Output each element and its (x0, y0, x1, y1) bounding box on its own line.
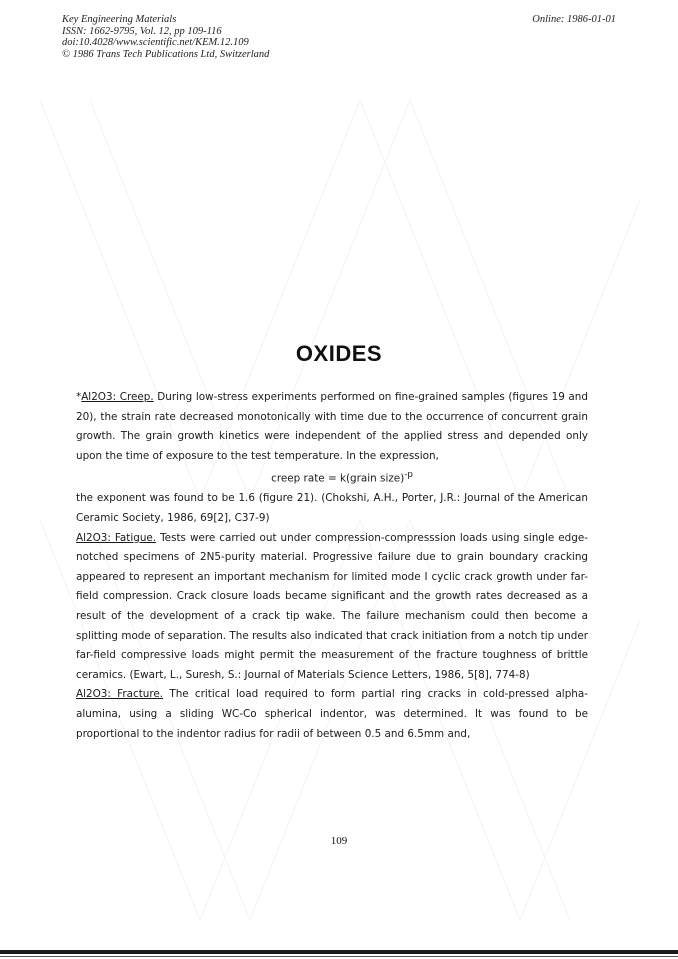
issn-line: ISSN: 1662-9795, Vol. 12, pp 109-116 (62, 25, 222, 37)
online-date: Online: 1986-01-01 (532, 14, 616, 25)
fatigue-text: Tests were carried out under compression-compresssion loads using single edge-notched specimens of 2N5-purity material. Progressive failure due to grain boundary cracking appeared to represent an important mechanism for limited mode I cyclic crack growth under far-field compression. Crack closure loads became significant and the growth rates decreased as a result of the development of a crack tip wake. The failure mechanism could then become a splitting mode of separation. The results also indicated that crack initiation from a notch tip under far-field compressive loads might permit the measurement of the fracture toughness of brittle ceramics. (Ewart, L., Suresh, S.: Journal of Materials Science Letters, 1986, 5[8], 774-8) (76, 531, 588, 681)
fracture-heading: Al2O3: Fracture. (76, 688, 164, 701)
page-number: 109 (330, 835, 348, 847)
creep-paragraph (76, 388, 588, 466)
formula-exponent: -p (404, 470, 413, 481)
fatigue-paragraph (76, 529, 588, 686)
page-title: OXIDES (295, 341, 383, 366)
creep-asterisk: * (76, 391, 82, 403)
bottom-border-thin (0, 956, 678, 957)
fracture-text: The critical load required to form partial ring cracks in cold-pressed alpha-alumina, using a sliding WC-Co spherical indentor, was determined. It was found to be proportional to the indentor radius for radii of between 0.5 and 6.5mm and, (76, 688, 588, 740)
article-body (76, 388, 588, 744)
creep-paragraph-continued (76, 489, 588, 528)
fracture-paragraph (76, 685, 588, 744)
formula-text: creep rate = k(grain size) (271, 472, 405, 485)
creep-text: During low-stress experiments performed on fine-grained samples (figures 19 and 20), the strain rate decreased monotonically with time due to the occurrence of concurrent grain growth. The grain growth kinetics were independent of the applied stress and depended only upon the time of exposure to the test temperature. In the expression, (76, 391, 588, 462)
creep-formula (76, 466, 588, 489)
copyright-line: © 1986 Trans Tech Publications Ltd, Switzerland (62, 48, 270, 60)
fatigue-heading: Al2O3: Fatigue. (76, 531, 157, 544)
creep-heading: Al2O3: Creep. (81, 391, 154, 403)
doi-link[interactable]: doi:10.4028/www.scientific.net/KEM.12.109 (62, 37, 249, 48)
bottom-border (0, 950, 678, 954)
journal-metadata (62, 14, 269, 60)
creep-text-2: the exponent was found to be 1.6 (figure 21). (Chokshi, A.H., Porter, J.R.: Journal of the American Ceramic Society, 1986, 69[2], C37-9) (76, 492, 588, 525)
journal-name: Key Engineering Materials (62, 14, 177, 25)
